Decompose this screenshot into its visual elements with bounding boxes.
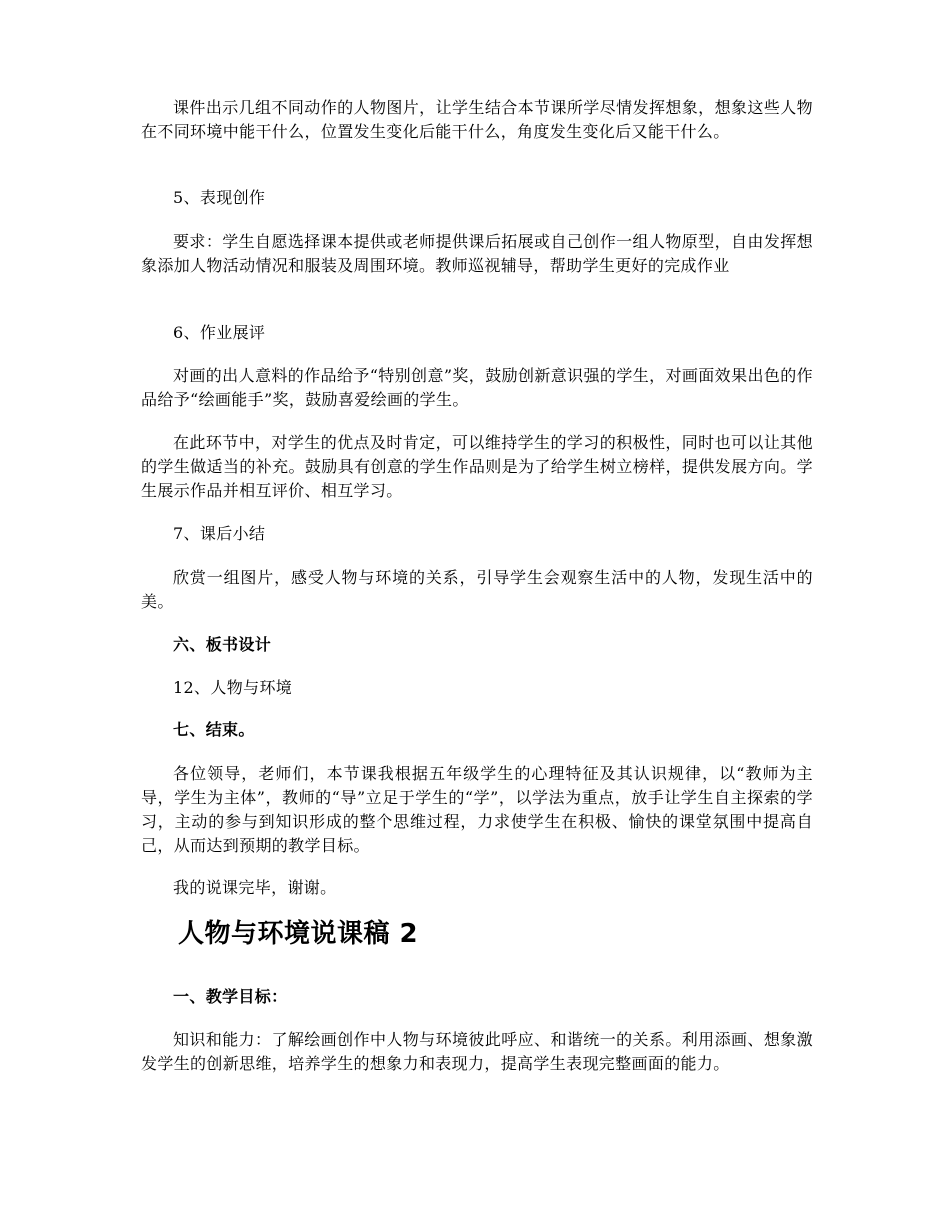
step-6-heading: 6、作业展评: [173, 323, 266, 342]
section-1-heading: 一、教学目标：: [173, 987, 288, 1006]
paragraph-thanks: 我的说课完毕，谢谢。: [173, 878, 337, 897]
paragraph-awards: 对画的出人意料的作品给予“特别创意”奖，鼓励创新意识强的学生，对画面效果出色的作品给予“绘画能手”奖，鼓励喜爱绘画的学生。: [141, 366, 813, 409]
paragraph-requirements: 要求：学生自愿选择课本提供或老师提供课后拓展或自己创作一组人物原型，自由发挥想象添加人物活动情况和服装及周围环境。教师巡视辅导，帮助学生更好的完成作业: [141, 232, 813, 275]
paragraph-affirmation: 在此环节中，对学生的优点及时肯定，可以维持学生的学习的积极性，同时也可以让其他的学生做适当的补充。鼓励具有创意的学生作品则是为了给学生树立榜样，提供发展方向。学生展示作品并相互评价、相互学习。: [141, 433, 813, 500]
step-7-heading: 7、课后小结: [173, 524, 266, 543]
section-6-heading: 六、板书设计: [173, 635, 272, 654]
document-page: [141, 0, 813, 1230]
section-7-heading: 七、结束。: [173, 720, 255, 739]
paragraph-knowledge-ability: 知识和能力：了解绘画创作中人物与环境彼此呼应、和谐统一的关系。利用添画、想象激发学生的创新思维，培养学生的想象力和表现力，提高学生表现完整画面的能力。: [141, 1030, 813, 1073]
step-5-heading: 5、表现创作: [173, 188, 266, 207]
paragraph-summary: 欣赏一组图片，感受人物与环境的关系，引导学生会观察生活中的人物，发现生活中的美。: [141, 568, 813, 611]
document-title: 人物与环境说课稿 2: [178, 919, 419, 949]
paragraph-show-pictures: 课件出示几组不同动作的人物图片，让学生结合本节课所学尽情发挥想象，想象这些人物在不同环境中能干什么，位置发生变化后能干什么，角度发生变化后又能干什么。: [141, 98, 813, 141]
board-design-text: 12、人物与环境: [173, 678, 293, 697]
paragraph-closing: 各位领导，老师们，本节课我根据五年级学生的心理特征及其认识规律，以“教师为主导，学生为主体”，教师的“导”立足于学生的“学”，以学法为重点，放手让学生自主探索的学习，主动的参与到知识形成的整个思维过程，力求使学生在积极、愉快的课堂氛围中提高自己，从而达到预期的教学目标。: [141, 764, 813, 855]
